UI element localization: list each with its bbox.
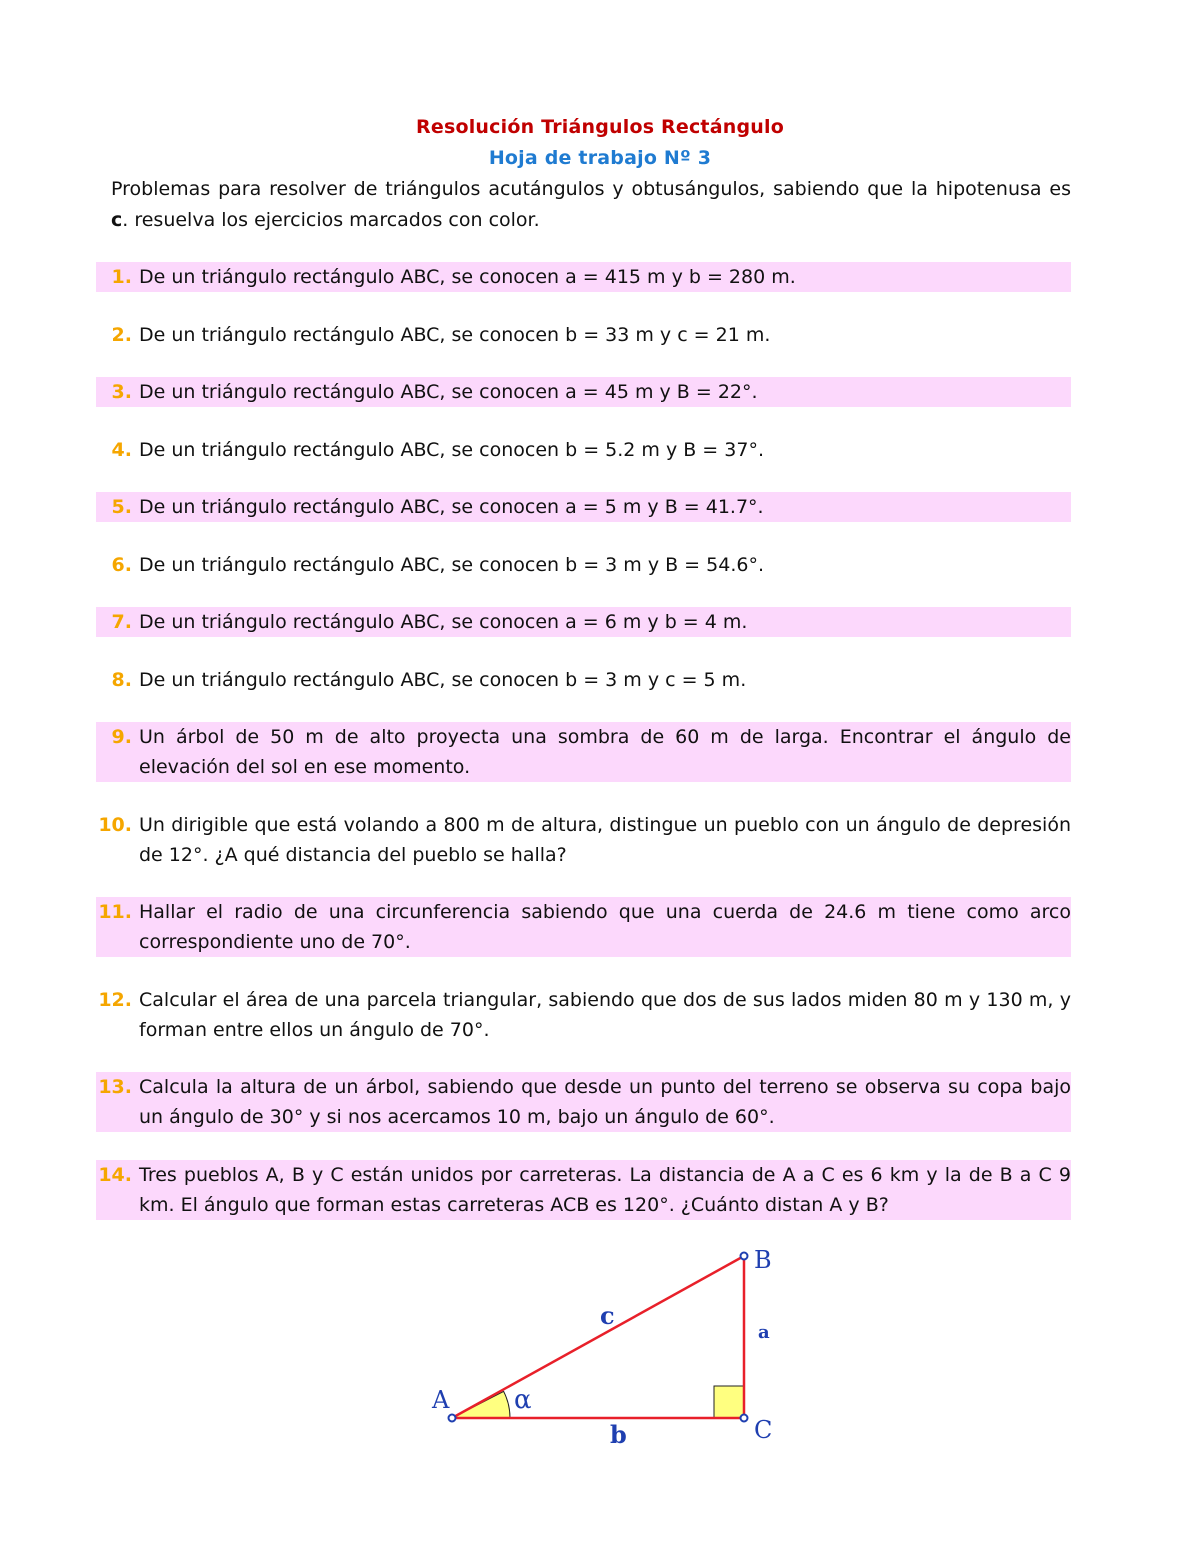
right-triangle-figure: [420, 1240, 820, 1480]
vertex-c-point: [741, 1415, 748, 1422]
vertex-b-point: [741, 1253, 748, 1260]
triangle-diagram: [420, 1240, 820, 1480]
vertex-a-point: [449, 1415, 456, 1422]
problem-number: 14.: [98, 1164, 132, 1186]
problem-text: Un dirigible que está volando a 800 m de altura, distingue un pueblo con un ángulo de depresión de 12°. ¿A qué distancia del pueblo se halla?: [139, 814, 1071, 866]
side-c-label: c: [600, 1301, 615, 1330]
side-b-label: b: [610, 1420, 627, 1449]
problem-item-4: [96, 435, 1071, 465]
problem-text: Calcular el área de una parcela triangular, sabiendo que dos de sus lados miden 80 m y 130 m, y forman entre ellos un ángulo de 70°.: [139, 989, 1071, 1041]
intro-bold-c: c: [111, 209, 123, 231]
problem-number: 13.: [98, 1076, 132, 1098]
problem-item-1: [96, 262, 1071, 292]
vertex-a-label: A: [432, 1386, 450, 1414]
problem-text: Tres pueblos A, B y C están unidos por carreteras. La distancia de A a C es 6 km y la de B a C 9 km. El ángulo que forman estas carreteras ACB es 120°. ¿Cuánto distan A y B?: [139, 1164, 1071, 1216]
problem-number: 4.: [111, 439, 132, 461]
problem-item-13: [96, 1072, 1071, 1132]
problem-number: 5.: [111, 496, 132, 518]
problem-text: De un triángulo rectángulo ABC, se conocen a = 415 m y b = 280 m.: [139, 266, 796, 288]
right-angle-square: [714, 1386, 744, 1418]
intro-text-end: . resuelva los ejercicios marcados con color.: [122, 209, 540, 231]
vertex-c-label: C: [754, 1416, 773, 1444]
problem-text: Calcula la altura de un árbol, sabiendo que desde un punto del terreno se observa su copa bajo un ángulo de 30° y si nos acercamos 10 m, bajo un ángulo de 60°.: [139, 1076, 1071, 1128]
problem-text: De un triángulo rectángulo ABC, se conocen a = 5 m y B = 41.7°.: [139, 496, 764, 518]
intro-text-start: Problemas para resolver de triángulos acutángulos y obtusángulos, sabiendo que la hipotenusa es: [111, 178, 1071, 200]
problem-item-10: [96, 810, 1071, 870]
intro-paragraph: [111, 174, 1071, 236]
problem-text: Un árbol de 50 m de alto proyecta una sombra de 60 m de larga. Encontrar el ángulo de elevación del sol en ese momento.: [139, 726, 1071, 778]
problem-number: 11.: [98, 901, 132, 923]
problem-text: De un triángulo rectángulo ABC, se conocen b = 3 m y B = 54.6°.: [139, 554, 764, 576]
page-title: Resolución Triángulos Rectángulo: [416, 116, 784, 138]
problem-number: 9.: [111, 726, 132, 748]
problem-text: De un triángulo rectángulo ABC, se conocen a = 45 m y B = 22°.: [139, 381, 758, 403]
problem-item-11: [96, 897, 1071, 957]
problem-text: De un triángulo rectángulo ABC, se conocen b = 5.2 m y B = 37°.: [139, 439, 764, 461]
problem-item-3: [96, 377, 1071, 407]
problem-item-9: [96, 722, 1071, 782]
problem-item-6: [96, 550, 1071, 580]
problem-item-2: [96, 320, 1071, 350]
problem-number: 12.: [98, 989, 132, 1011]
worksheet-subtitle: Hoja de trabajo Nº 3: [488, 147, 712, 169]
problem-item-8: [96, 665, 1071, 695]
problem-number: 3.: [111, 381, 132, 403]
problem-item-14: [96, 1160, 1071, 1220]
side-a-label: a: [758, 1322, 770, 1343]
problem-number: 6.: [111, 554, 132, 576]
problem-number: 10.: [98, 814, 132, 836]
problem-text: De un triángulo rectángulo ABC, se conocen b = 33 m y c = 21 m.: [139, 324, 771, 346]
problem-text: Hallar el radio de una circunferencia sabiendo que una cuerda de 24.6 m tiene como arco correspondiente uno de 70°.: [139, 901, 1071, 953]
problem-number: 1.: [111, 266, 132, 288]
problem-number: 2.: [111, 324, 132, 346]
vertex-b-label: B: [754, 1246, 772, 1274]
problem-number: 7.: [111, 611, 132, 633]
problem-item-7: [96, 607, 1071, 637]
problem-number: 8.: [111, 669, 132, 691]
side-c-hypotenuse: [452, 1256, 744, 1418]
problem-item-12: [96, 985, 1071, 1045]
problem-text: De un triángulo rectángulo ABC, se conocen a = 6 m y b = 4 m.: [139, 611, 748, 633]
problem-item-5: [96, 492, 1071, 522]
angle-alpha-label: α: [514, 1385, 532, 1415]
problem-text: De un triángulo rectángulo ABC, se conocen b = 3 m y c = 5 m.: [139, 669, 747, 691]
